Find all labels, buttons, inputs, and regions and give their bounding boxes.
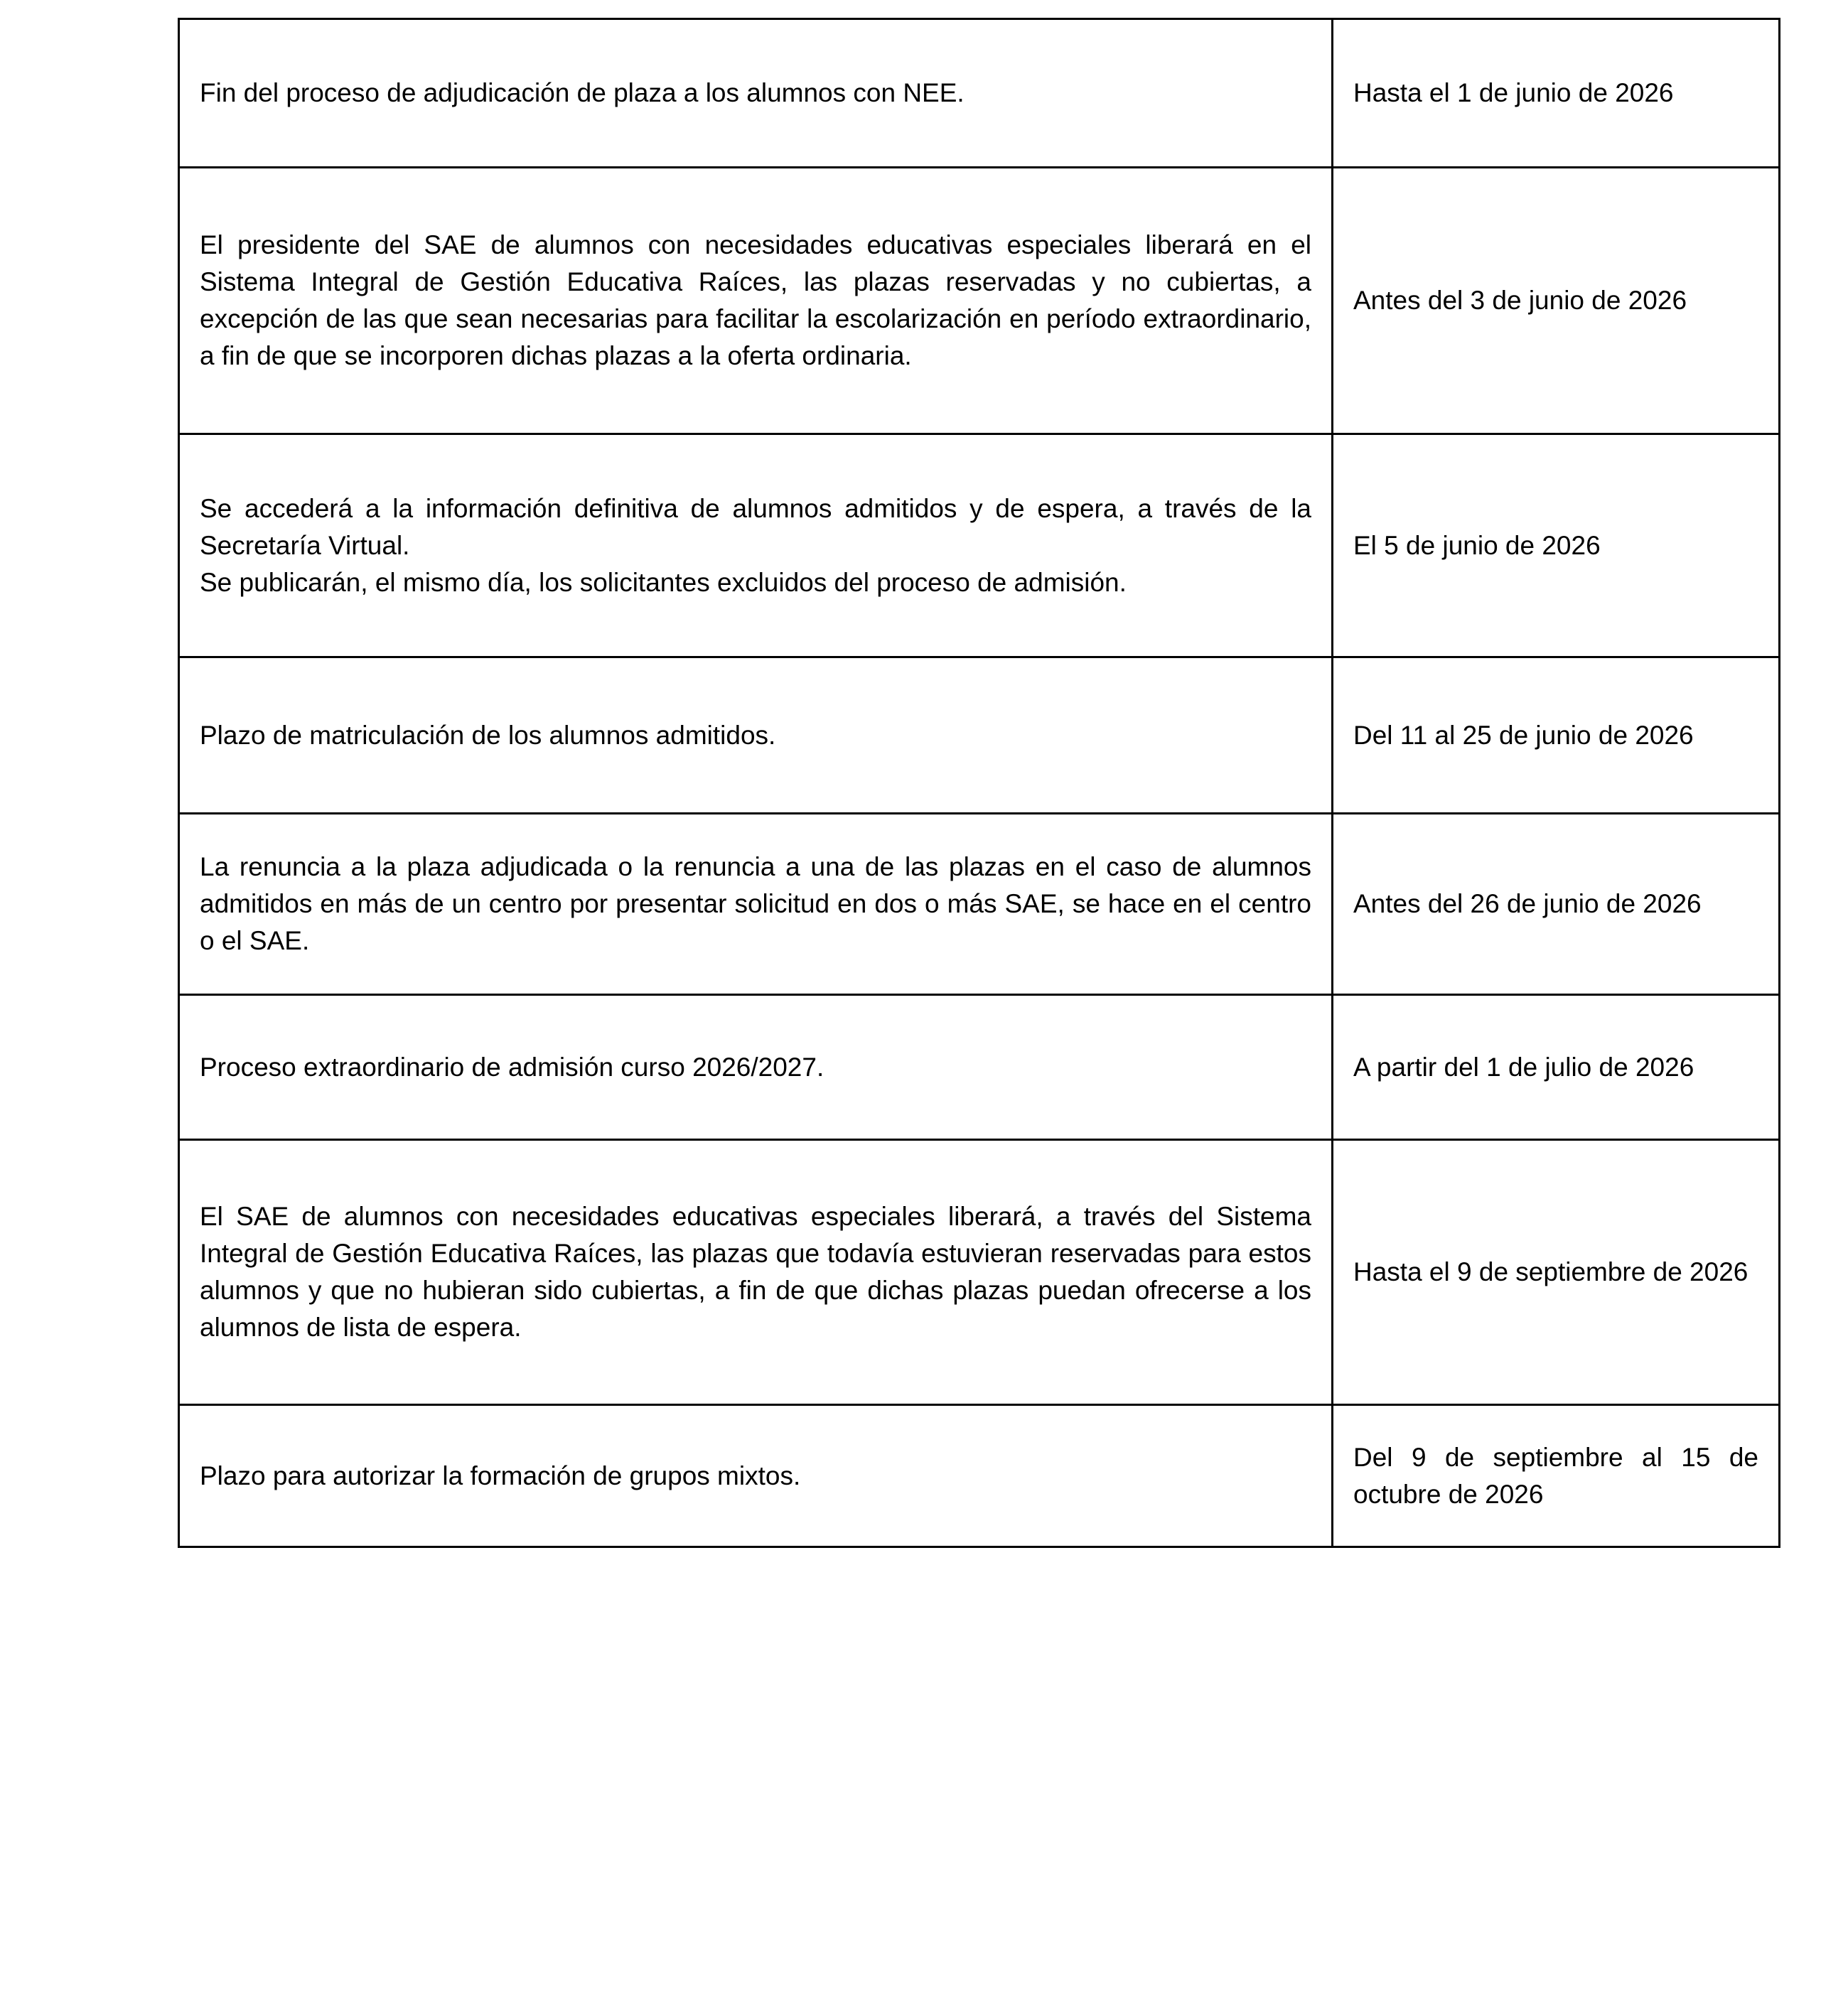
date-cell: Antes del 26 de junio de 2026: [1333, 814, 1780, 995]
description-cell: Proceso extraordinario de admisión curso 2026/2027.: [179, 995, 1333, 1140]
admission-schedule-table: [178, 18, 1780, 1548]
table-row: [179, 1405, 1780, 1547]
table-row: [179, 168, 1780, 434]
date-cell: Del 11 al 25 de junio de 2026: [1333, 657, 1780, 814]
description-cell: Plazo para autorizar la formación de grupos mixtos.: [179, 1405, 1333, 1547]
table-row: [179, 657, 1780, 814]
date-cell: A partir del 1 de julio de 2026: [1333, 995, 1780, 1140]
table-row: [179, 814, 1780, 995]
description-cell: El SAE de alumnos con necesidades educativas especiales liberará, a través del Sistema Integral de Gestión Educativa Raíces, las plazas que todavía estuvieran reservadas para estos alumnos y que no hubieran sido cubiertas, a fin de que dichas plazas puedan ofrecerse a los alumnos de lista de espera.: [179, 1140, 1333, 1405]
table-row: [179, 1140, 1780, 1405]
date-cell: Antes del 3 de junio de 2026: [1333, 168, 1780, 434]
description-cell: Plazo de matriculación de los alumnos admitidos.: [179, 657, 1333, 814]
table-row: [179, 19, 1780, 168]
description-cell: La renuncia a la plaza adjudicada o la renuncia a una de las plazas en el caso de alumnos admitidos en más de un centro por presentar solicitud en dos o más SAE, se hace en el centro o el SAE.: [179, 814, 1333, 995]
table-row: [179, 995, 1780, 1140]
date-cell: Hasta el 1 de junio de 2026: [1333, 19, 1780, 168]
date-cell: El 5 de junio de 2026: [1333, 434, 1780, 657]
table-row: [179, 434, 1780, 657]
schedule-table-body: [179, 19, 1780, 1547]
date-cell: Hasta el 9 de septiembre de 2026: [1333, 1140, 1780, 1405]
description-cell: El presidente del SAE de alumnos con necesidades educativas especiales liberará en el Sistema Integral de Gestión Educativa Raíces, las plazas reservadas y no cubiertas, a excepción de las que sean necesarias para facilitar la escolarización en período extraordinario, a fin de que se incorporen dichas plazas a la oferta ordinaria.: [179, 168, 1333, 434]
description-cell: Se accederá a la información definitiva de alumnos admitidos y de espera, a través de la Secretaría Virtual. Se publicarán, el mismo día, los solicitantes excluidos del proceso de admisión.: [179, 434, 1333, 657]
date-cell: Del 9 de septiembre al 15 de octubre de 2026: [1333, 1405, 1780, 1547]
description-cell: Fin del proceso de adjudicación de plaza a los alumnos con NEE.: [179, 19, 1333, 168]
